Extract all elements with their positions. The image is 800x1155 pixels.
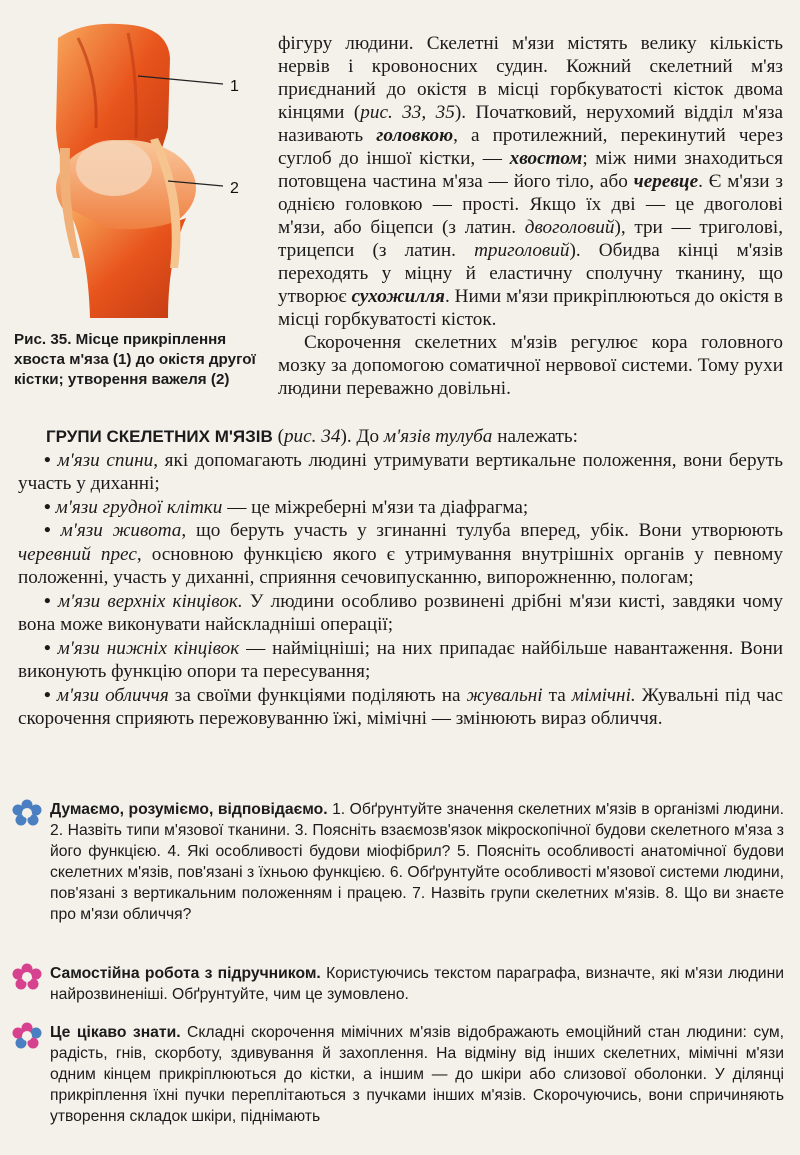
intro-text <box>278 32 783 400</box>
figure-knee-muscle <box>18 18 270 326</box>
knee-muscle-illustration <box>18 18 270 326</box>
figure-caption: Рис. 35. Місце прикріплення хвоста м'яза (1) до окістя другої кістки; утворення важеля (2) <box>14 331 256 388</box>
list-item: • м'язи спини, які допомагають людині утримувати вертикальне положення, вони беруть участь у диханні; <box>18 449 784 494</box>
interesting-fact-box <box>12 1022 784 1127</box>
list-item: • м'язи живота, що беруть участь у згинанні тулуба вперед, убік. Вони утворюють черевний прес, основною функцією якого є утримування внутрішніх органів у певному положенні, участь у диханні, сприяння сечовипусканню, випорожненню, пологам; <box>18 520 784 588</box>
flower-icon <box>12 1022 42 1050</box>
figure-label-1: 1 <box>230 78 239 95</box>
list-item: • м'язи нижніх кінцівок — найміцніші; на них припадає найбільше навантаження. Вони виконують функцію опори та пересування; <box>18 637 784 682</box>
questions-text: Думаємо, розуміємо, відповідаємо. 1. Обґрунтуйте значення скелетних м'язів в організмі людини. 2. Назвіть типи м'язової тканини. 3. Поясніть взаємозв'язок мікроскопічної будови скелетного м'яза з його функцією. 4. Які особливості будови міофібрил? 5. Поясніть особливості анатомічної будови скелетних м'язів, пов'язані з їхньою функцією. 6. Обґрунтуйте особливості м'язової системи людини, пов'язані з вертикальним положенням і працею. 7. Назвіть групи скелетних м'язів. 8. Що ви знаєте про м'язи обличчя? <box>50 801 784 923</box>
self-work-text: Самостійна робота з підручником. Користуючись текстом параграфа, визначте, які м'язи людини найрозвиненіші. Обґрунтуйте, чим це зумовлено. <box>50 965 784 1003</box>
figure-label-2: 2 <box>230 180 239 197</box>
self-work-box <box>12 963 784 1005</box>
flower-icon <box>12 963 42 991</box>
questions-box <box>12 799 784 925</box>
paragraph-2: Скорочення скелетних м'язів регулює кора головного мозку за допомогою соматичної нервової системи. Тому рухи людини переважно довільні. <box>278 332 783 399</box>
fact-text: Це цікаво знати. Складні скорочення мімічних м'язів відображають емоційний стан людини: сум, радість, гнів, скорботу, здивування й захоплення. На відміну від інших скелетних, мімічні м'язи одним кінцем прикріплюються до кістки, а іншим — до шкіри або слизової оболонки. У ділянці прикріплення їхні пучки переплітаються з пучками інших м'язів. Скорочуючись, вони спричиняють утворення складок шкіри, піднімають <box>50 1024 785 1125</box>
muscle-groups-section <box>18 425 783 731</box>
list-item: • м'язи обличчя за своїми функціями поділяють на жувальні та мімічні. Жувальні під час скорочення сприяють пережовуванню їжі, мімічні — змінюють вираз обличчя. <box>18 684 784 729</box>
list-item: • м'язи грудної клітки — це міжреберні м'язи та діафрагма; <box>44 496 529 518</box>
paragraph-1: фігуру людини. Скелетні м'язи містять велику кількість нервів і кровоносних судин. Кожний скелетний м'яз приєднаний до окістя в місці горбкуватості кісток двома кінцями (рис. 33, 35). Початковий, нерухомий відділ м'яза називають головкою, а протилежний, перекинутий через суглоб до іншої кістки, — хвостом; між ними знаходиться потовщена частина м'яза — його тіло, або черевце. Є м'язи з однією головкою — прості. Якщо їх дві — це двоголові м'язи, або біцепси (з латин. двоголовий), три — триголові, трицепси (з латин. триголовий). Обидва кінці м'язів переходять у міцну й еластичну сполучну тканину, що утворює сухожилля. Ними м'язи прикріплюються до окістя в місці горбкуватості кісток. <box>278 33 784 330</box>
list-item: • м'язи верхніх кінцівок. У людини особливо розвинені дрібні м'язи кисті, завдяки чому вона може виконувати найскладніші операції; <box>18 590 783 635</box>
flower-icon <box>12 799 42 827</box>
groups-heading: ГРУПИ СКЕЛЕТНИХ М'ЯЗІВ (рис. 34). До м'язів тулуба належать: <box>46 426 578 447</box>
